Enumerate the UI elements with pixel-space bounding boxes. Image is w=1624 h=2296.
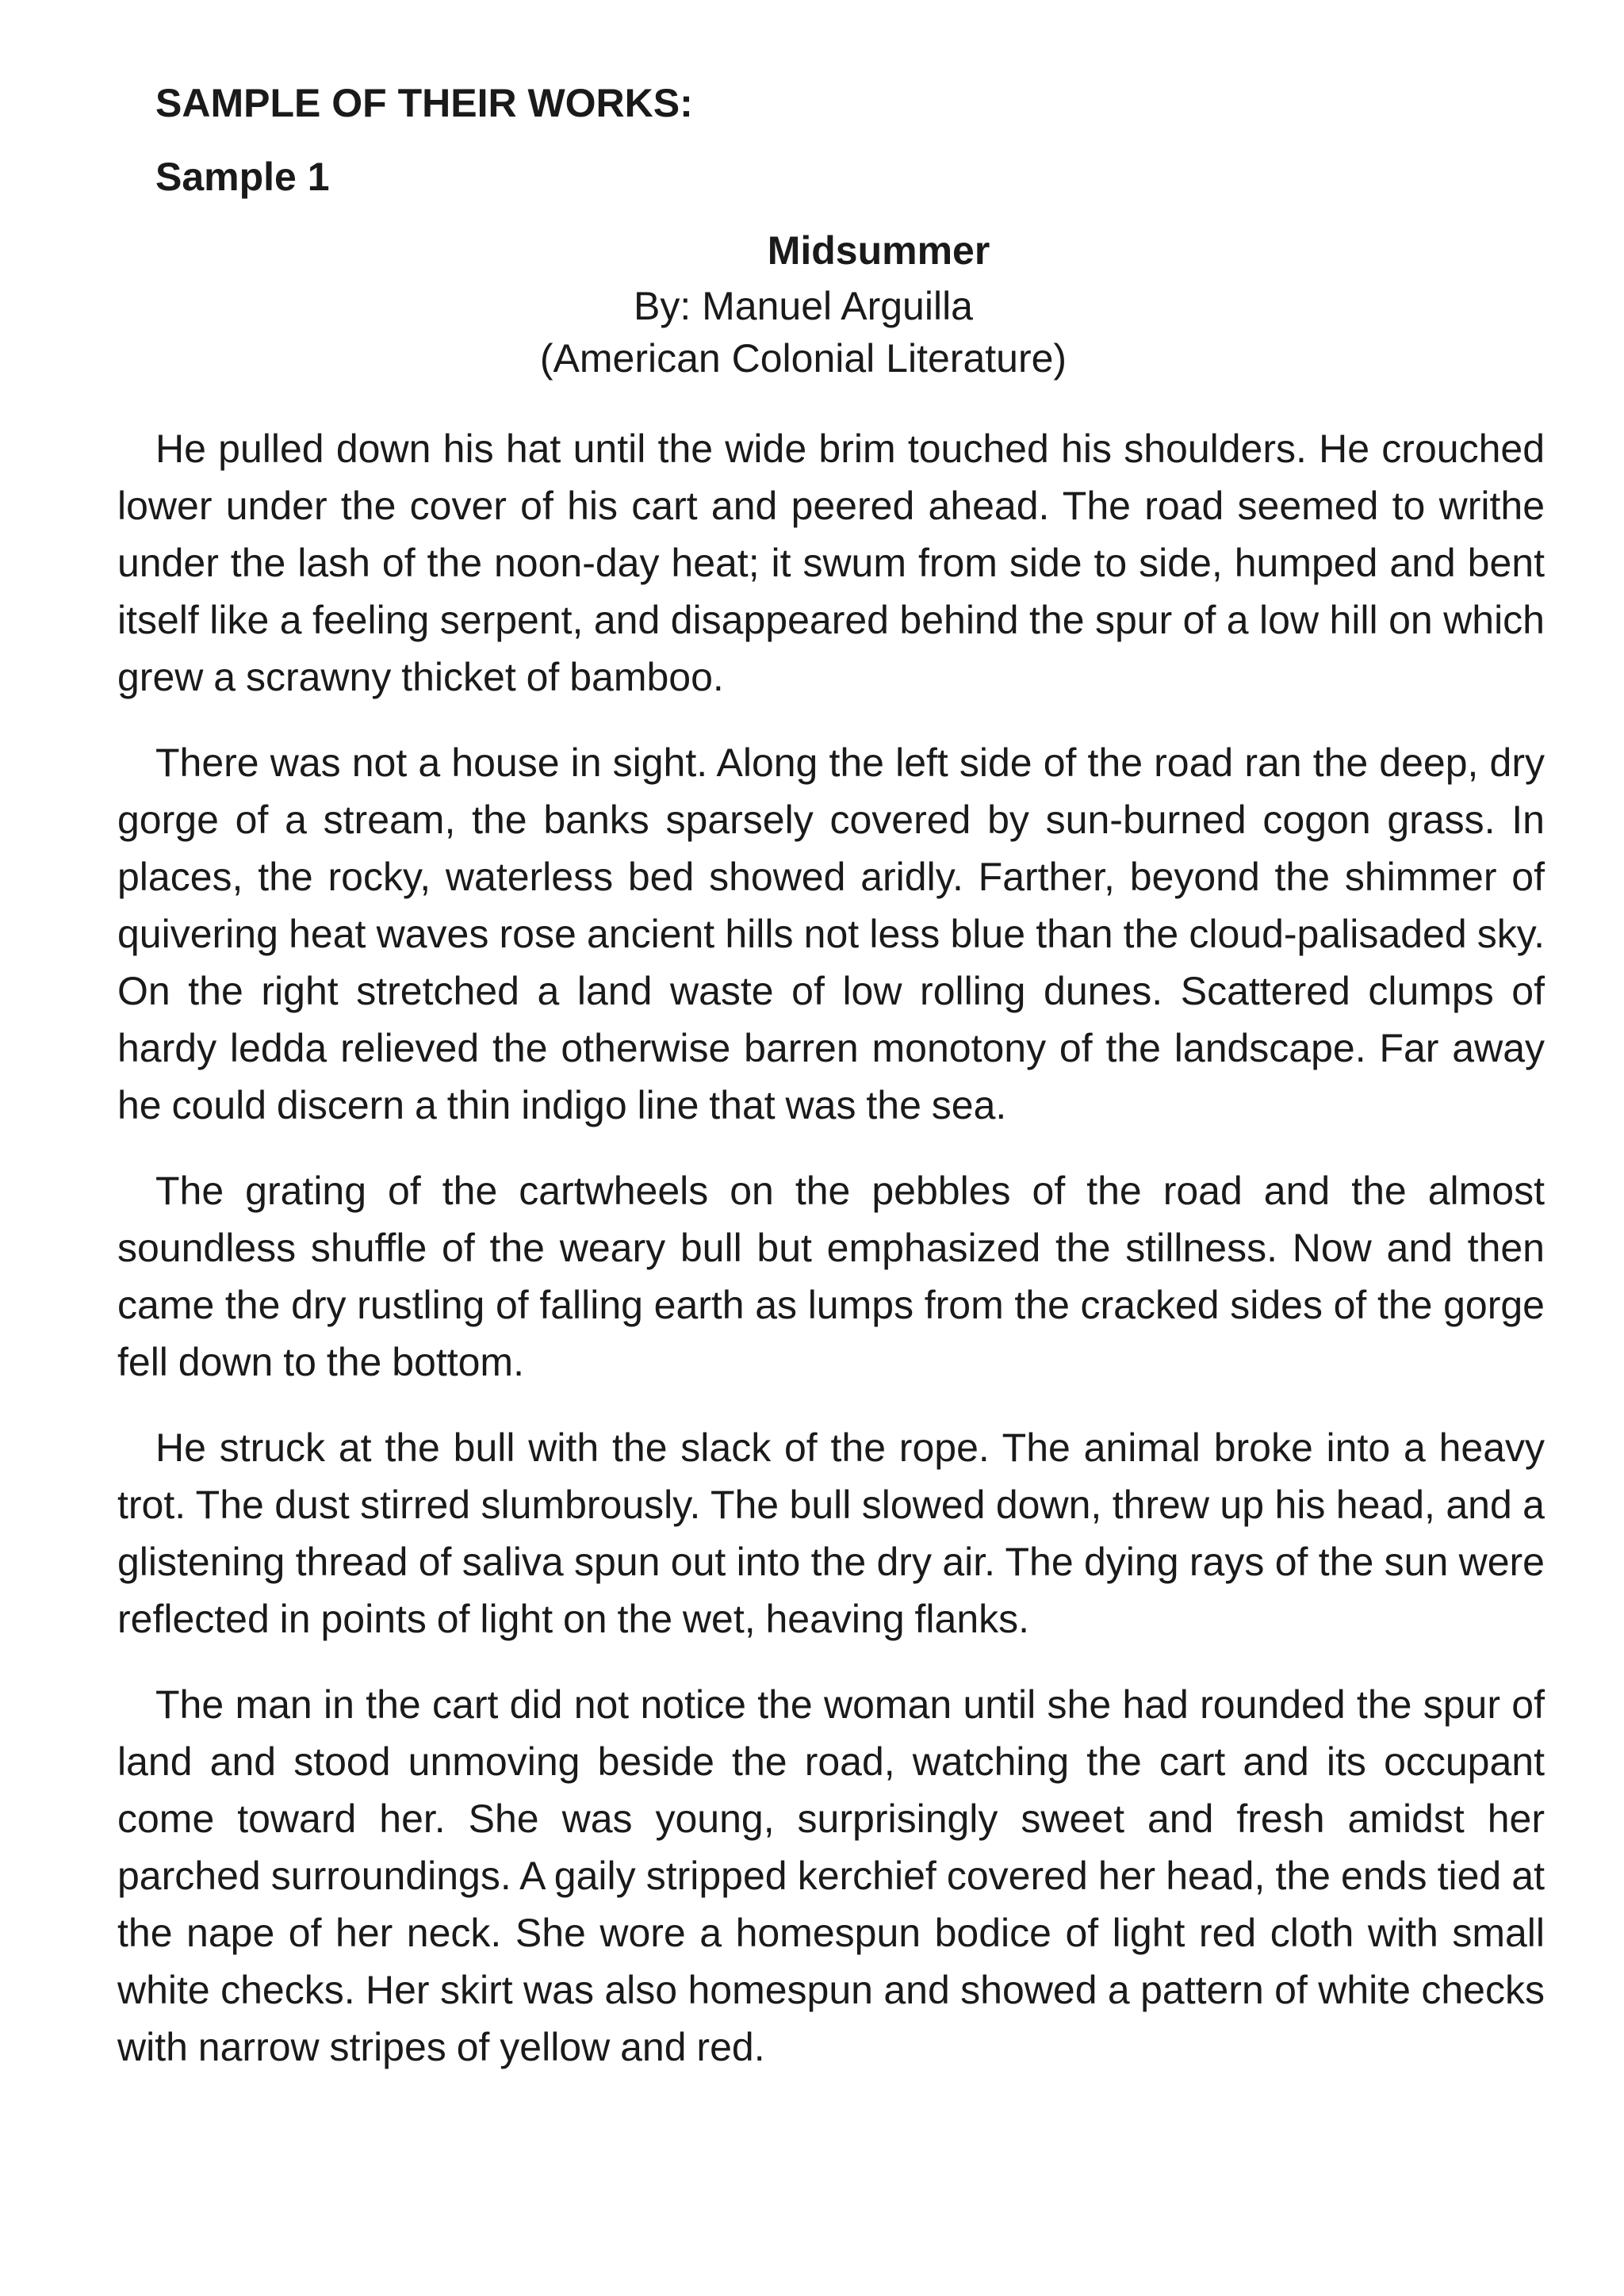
sample-label: Sample 1 [155, 155, 330, 199]
story-category: (American Colonial Literature) [539, 336, 1067, 381]
paragraph-2: There was not a house in sight. Along the left side of the road ran the deep, dry gorge of a stream, the banks sparsely covered by sun-burned cogon grass. In places, the rocky, waterless bed showed aridly. Farther, beyond the shimmer of quivering heat waves rose ancient hills not less blue than the cloud-palisaded sky. On the right stretched a land waste of low rolling dunes. Scattered clumps of hardy ledda relieved the otherwise barren monotony of the landscape. Far away he could discern a thin indigo line that was the sea. [117, 740, 1545, 1127]
story-body [117, 420, 1545, 2104]
paragraph-4: He struck at the bull with the slack of the rope. The animal broke into a heavy trot. The dust stirred slumbrously. The bull slowed down, threw up his head, and a glistening thread of saliva spun out into the dry air. The dying rays of the sun were reflected in points of light on the wet, heaving flanks. [117, 1425, 1545, 1641]
paragraph-3: The grating of the cartwheels on the pebbles of the road and the almost soundless shuffle of the weary bull but emphasized the stillness. Now and then came the dry rustling of falling earth as lumps from the cracked sides of the gorge fell down to the bottom. [117, 1169, 1545, 1384]
story-title: Midsummer [767, 228, 990, 273]
section-title: SAMPLE OF THEIR WORKS: [155, 81, 693, 125]
paragraph-1: He pulled down his hat until the wide brim touched his shoulders. He crouched lower under the cover of his cart and peered ahead. The road seemed to writhe under the lash of the noon-day heat; it swum from side to side, humped and bent itself like a feeling serpent, and disappeared behind the spur of a low hill on which grew a scrawny thicket of bamboo. [117, 427, 1545, 699]
document-page [117, 0, 1545, 2296]
story-byline: By: Manuel Arguilla [633, 284, 973, 328]
paragraph-5: The man in the cart did not notice the woman until she had rounded the spur of land and stood unmoving beside the road, watching the cart and its occupant come toward her. She was young, surprisingly sweet and fresh amidst her parched surroundings. A gaily stripped kerchief covered her head, the ends tied at the nape of her neck. She wore a homespun bodice of light red cloth with small white checks. Her skirt was also homespun and showed a pattern of white checks with narrow stripes of yellow and red. [117, 1682, 1545, 2069]
